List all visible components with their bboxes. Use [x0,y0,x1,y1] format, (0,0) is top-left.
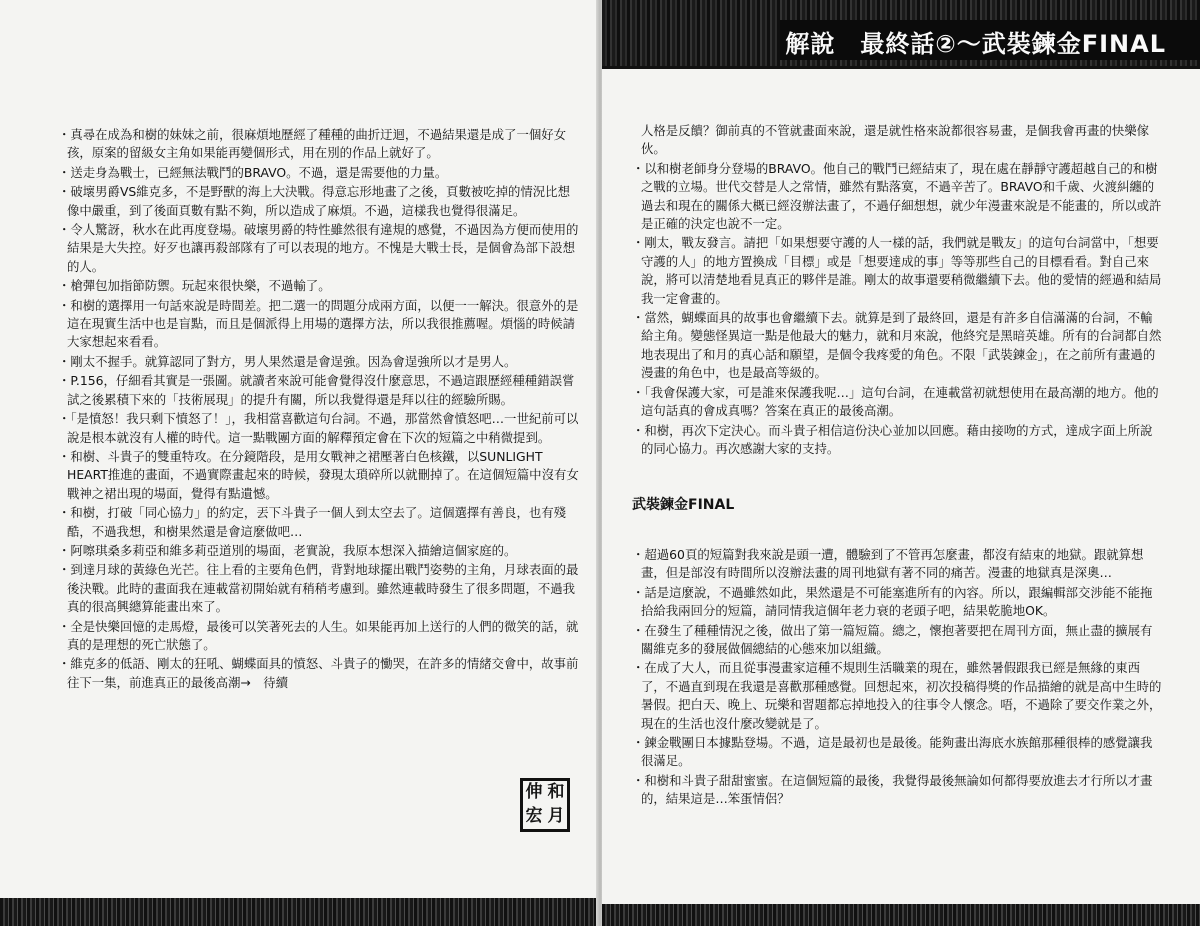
commentary-item: ・在成了大人，而且從事漫畫家這種不規則生活職業的現在，雖然暑假跟我已經是無緣的東西了，不過直到現在我還是喜歡那種感覺。回想起來，初次投稿得獎的作品描繪的就是高中生時的暑假。把白天、晚上、玩樂和習題都忘掉地投入的往事令人懷念。唔，不過除了要交作業之外，現在的生活也沒什麼改變就是了。 [632,660,1162,731]
commentary-item: ・剛太，戰友發言。請把「如果想要守護的人一樣的話，我們就是戰友」的這句台詞當中，「想要守護的人」的地方置換成「目標」或是「想要達成的事」等等那些自己的目標看看。對自己來說，將可以清楚地看見真正的夥伴是誰。剛太的故事還要稍微繼續下去。他的愛情的經過和結局我一定會畫的。 [632,235,1162,306]
commentary-item: ・真尋在成為和樹的妹妹之前，很麻煩地歷經了種種的曲折迂迴，不過結果還是成了一個好女孩，原案的留級女主角如果能再變個形式，用在別的作品上就好了。 [58,127,567,161]
commentary-item: ・超過60頁的短篇對我來說是頭一遭，體驗到了不管再怎麼畫，都沒有結束的地獄。跟就算想畫，但是部沒有時間所以沒辦法畫的周刊地獄有著不同的痛苦。漫畫的地獄真是深奧… [632,547,1144,581]
commentary-item: ・令人驚訝，秋水在此再度登場。破壞男爵的特性雖然很有違規的感覺，不過因為方便而使用的結果是大失控。好歹也讓再殺部隊有了可以表現的地方。不愧是大戰士長，是個會為部下設想的人。 [58,222,579,274]
left-footer-band [0,898,598,926]
commentary-item: ・全是快樂回憶的走馬燈，最後可以笑著死去的人生。如果能再加上送行的人們的微笑的話，就真的是理想的死亡狀態了。 [58,618,579,652]
seal-char: 伸 [525,782,543,802]
header-band [602,0,1200,69]
commentary-item: 人格是反饋？御前真的不管就畫面來說，還是就性格來說都很容易畫，是個我會再畫的快樂傢伙。 [641,123,1150,157]
page-title: 解說 最終話②～武裝鍊金FINAL [785,30,1166,58]
author-seal [520,778,570,832]
commentary-item: ・在發生了種種情況之後，做出了第一篇短篇。總之，懷抱著要把在周刊方面，無止盡的擴展有關維克多的發展做個總結的心態來加以組織。 [632,622,1153,657]
left-page [0,0,598,926]
commentary-item: ・槍彈包加指節防禦。玩起來很快樂，不過輸了。 [58,278,331,294]
commentary-item: ・P.156，仔細看其實是一張圖。就讀者來說可能會覺得沒什麼意思，不過這跟歷經種種錯誤嘗試之後累積下來的「技術展現」的提升有關，所以我覺得還是拜以往的經驗所賜。 [58,373,575,407]
commentary-item: ・維克多的低語、剛太的狂吼、蝴蝶面具的憤怒、斗貴子的慟哭，在許多的情緒交會中，故事前往下一集，前進真正的最後高潮→ 待續 [58,656,579,690]
commentary-item: ・剛太不握手。就算認同了對方，男人果然還是會逞強。因為會逞強所以才是男人。 [58,353,517,369]
commentary-item: ・到達月球的黃綠色光芒。往上看的主要角色們，背對地球擺出戰鬥姿勢的主角，月球表面的最後決戰。此時的畫面我在連載當初開始就有稍稍考慮到。雖然連載時發生了很多問題，不過我真的很高興總算能畫出來了。 [58,562,579,615]
commentary-item: ・和樹、斗貴子的雙重特攻。在分鏡階段，是用女戰神之裙壓著白色核鐵，以SUNLIGHT HEART推進的畫面，不過實際畫起來的時候，發現太瑣碎所以就刪掉了。在這個短篇中沒有女戰神之裙出現的場面，覺得有點遺憾。 [58,448,579,501]
seal-char: 宏 [525,806,543,826]
right-footer-band [602,904,1200,926]
final-commentary [632,546,1164,810]
commentary-item: ・和樹的選擇用一句話來說是時間差。把二選一的問題分成兩方面，以便一一解決。很意外的是這在現實生活中也是盲點，而且是個派得上用場的選擇方法，所以我很推薦喔。煩惱的時候請大家想起來看看。 [58,297,579,350]
seal-char: 月 [547,806,565,826]
commentary-item: ・鍊金戰團日本據點登場。不過，這是最初也是最後。能夠畫出海底水族館那種很棒的感覺讓我很滿足。 [632,735,1153,769]
commentary-item: ・破壞男爵VS維克多，不是野獸的海上大決戰。得意忘形地畫了之後，頁數被吃掉的情況比想像中嚴重，到了後面頁數有點不夠，所以造成了麻煩。不過，這樣我也覺得很滿足。 [58,184,570,218]
commentary-item: ・「我會保護大家，可是誰來保護我呢…」這句台詞，在連載當初就想使用在最高潮的地方。他的這句話真的會成真嗎？答案在真正的最後高潮。 [632,384,1159,419]
commentary-item: ・「是憤怒！我只剩下憤怒了！」，我相當喜歡這句台詞。不過，那當然會憤怒吧…一世紀前可以說是根本就沒有人權的時代。這一點戰團方面的解釋預定會在下次的短篇之中稍微提到。 [58,411,579,445]
commentary-item: ・以和樹老師身分登場的BRAVO。他自己的戰鬥已經結束了，現在處在靜靜守護超越自己的和樹之戰的立場。世代交替是人之常情，雖然有點落寞，不過辛苦了。BRAVO和千歲、火渡糾纏的過去和現在的關係大概已經沒辦法畫了，不過仔細想想，就少年漫畫來說是不能畫的，所以或許是正確的決定也說不一定。 [632,160,1162,232]
commentary-item: ・和樹，打破「同心協力」的約定，丟下斗貴子一個人到太空去了。這個選擇有善良，也有殘酷，不過我想，和樹果然還是會這麼做吧… [58,505,567,539]
commentary-item: ・阿嚓琪桑多莉亞和維多莉亞道別的場面，老實說，我原本想深入描繪這個家庭的。 [58,542,517,558]
left-commentary [58,126,580,693]
commentary-item: ・和樹和斗貴子甜甜蜜蜜。在這個短篇的最後，我覺得最後無論如何都得要放進去才行所以才畫的，結果這是…笨蛋情侶？ [632,772,1153,807]
commentary-item: ・送走身為戰士，已經無法戰鬥的BRAVO。不過，還是需要他的力量。 [58,164,448,180]
seal-char: 和 [547,782,565,802]
right-commentary-continued [632,122,1164,459]
commentary-item: ・當然，蝴蝶面具的故事也會繼續下去。就算是到了最終回，還是有許多自信滿滿的台詞，不輸給主角。變態怪異這一點是他最大的魅力，就和月來說，他終究是黑暗英雄。所有的台詞都自然地表現出了和月的真心話和願望，是個令我疼愛的角色。不限「武裝鍊金」，在之前所有畫過的漫畫的角色中，也是最高等級的。 [632,310,1162,381]
commentary-item: ・話是這麼說，不過雖然如此，果然還是不可能塞進所有的內容。所以，跟編輯部交涉能不能拖拾給我兩回分的短篇，請同情我這個年老力衰的老頭子吧，結果乾脆地OK。 [632,584,1153,619]
commentary-item: ・和樹，再次下定決心。而斗貴子相信這份決心並加以回應。藉由接吻的方式，達成字面上所說的同心協力。再次感謝大家的支持。 [632,422,1153,456]
right-page [602,0,1200,926]
section-title: 武裝鍊金FINAL [632,497,735,513]
